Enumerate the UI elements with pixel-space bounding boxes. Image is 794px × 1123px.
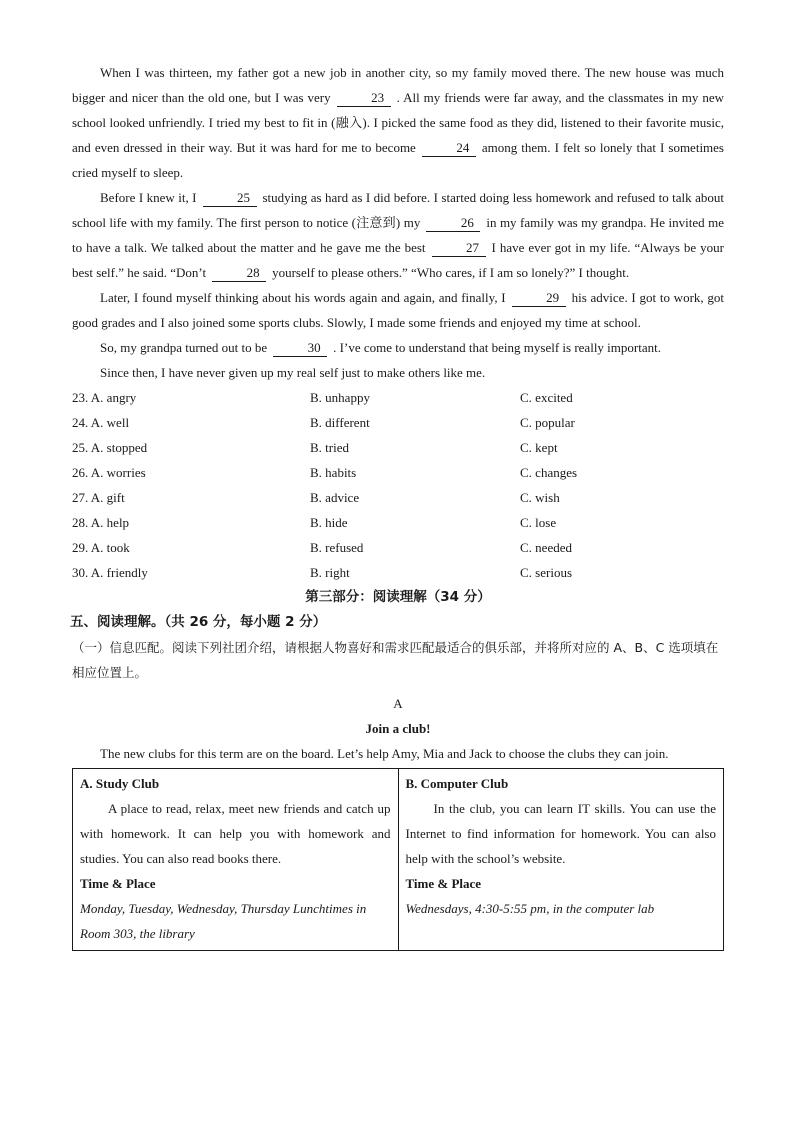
clubs-row xyxy=(73,769,724,951)
option-b: B. advice xyxy=(310,490,360,505)
passage-text: I have ever got in my life. “Always be your best self.” he said. “Don’t xyxy=(72,240,724,280)
computer-club-cell xyxy=(398,769,724,951)
passage-paragraph-3 xyxy=(72,285,724,335)
passage-text: studying as hard as I did before. I started doing less homework and refused to talk about school life with my family. The first person to notice (注意到) my xyxy=(72,190,724,230)
club-description: In the club, you can learn IT skills. You can use the Internet to find information for homework. You can also help with the school’s website. xyxy=(405,801,716,866)
passage-text: Later, I found myself thinking about his words again and again, and finally, I xyxy=(100,290,506,305)
option-row-25 xyxy=(72,435,724,460)
option-c: C. popular xyxy=(520,415,575,430)
answer-options xyxy=(72,385,724,585)
option-b: B. right xyxy=(310,565,350,580)
passage-text: yourself to please others.” “Who cares, if I am so lonely?” I thought. xyxy=(272,265,630,280)
option-c: C. excited xyxy=(520,390,573,405)
text-label: A xyxy=(393,696,403,711)
text-intro: The new clubs for this term are on the board. Let’s help Amy, Mia and Jack to choose the clubs they can join. xyxy=(100,746,669,761)
passage-text: . All my friends were far away, and the classmates in my new school looked unfriendly. I tried my best to fit in (融入). I picked the same food as they did, listened to their favorite music, and even dressed in their way. But it was hard for me to become xyxy=(72,90,724,155)
passage-text: among them. I felt so lonely that I sometimes cried myself to sleep. xyxy=(72,140,724,180)
section-title: 第三部分：阅读理解（34 分） xyxy=(305,589,491,605)
option-c: C. needed xyxy=(520,540,572,555)
option-c: C. kept xyxy=(520,440,558,455)
option-row-24 xyxy=(72,410,724,435)
option-row-30 xyxy=(72,560,724,585)
time-place-label: Time & Place xyxy=(405,876,482,891)
option-row-23 xyxy=(72,385,724,410)
passage-text: . I’ve come to understand that being myself is really important. xyxy=(333,340,661,355)
blank-27: 27 xyxy=(432,240,486,257)
option-b: B. unhappy xyxy=(310,390,370,405)
blank-29: 29 xyxy=(512,290,566,307)
option-b: B. habits xyxy=(310,465,357,480)
passage-paragraph-2 xyxy=(72,185,724,285)
option-row-27 xyxy=(72,485,724,510)
time-place-value: Wednesdays, 4:30-5:55 pm, in the computer lab xyxy=(405,901,655,916)
club-description: A place to read, relax, meet new friends and catch up with homework. It can help you with homework and studies. You can also read books there. xyxy=(80,801,391,866)
option-c: C. serious xyxy=(520,565,572,580)
time-place-value: Monday, Tuesday, Wednesday, Thursday Lunchtimes in Room 303, the library xyxy=(80,901,367,941)
option-a: 27. A. gift xyxy=(72,490,125,505)
club-name: A. Study Club xyxy=(80,776,160,791)
blank-28: 28 xyxy=(212,265,266,282)
blank-23: 23 xyxy=(337,90,391,107)
option-c: C. changes xyxy=(520,465,578,480)
blank-30: 30 xyxy=(273,340,327,357)
option-a: 24. A. well xyxy=(72,415,130,430)
study-club-cell xyxy=(73,769,399,951)
passage-paragraph-5: Since then, I have never given up my real self just to make others like me. xyxy=(100,365,486,380)
time-place-label: Time & Place xyxy=(80,876,156,891)
option-a: 28. A. help xyxy=(72,515,130,530)
blank-24: 24 xyxy=(422,140,476,157)
option-b: B. refused xyxy=(310,540,364,555)
option-b: B. tried xyxy=(310,440,349,455)
passage-paragraph-4 xyxy=(72,335,724,360)
option-row-26 xyxy=(72,460,724,485)
text-title: Join a club! xyxy=(365,721,431,736)
clubs-table xyxy=(72,768,724,951)
passage-paragraph-1 xyxy=(72,60,724,185)
option-b: B. different xyxy=(310,415,370,430)
blank-25: 25 xyxy=(203,190,257,207)
option-c: C. lose xyxy=(520,515,557,530)
part-title: 五、阅读理解。（共 26 分，每小题 2 分） xyxy=(70,614,327,630)
option-b: B. hide xyxy=(310,515,348,530)
option-a: 30. A. friendly xyxy=(72,565,148,580)
option-a: 29. A. took xyxy=(72,540,130,555)
passage-text: When I was thirteen, my father got a new job in another city, so my family moved there. The new house was much bigger and nicer than the old one, but I was very xyxy=(72,65,724,105)
option-row-29 xyxy=(72,535,724,560)
passage-text: Before I knew it, I xyxy=(100,190,197,205)
passage-text: in my family was my grandpa. He invited me to have a talk. We talked about the matter and he gave me the best xyxy=(72,215,724,255)
option-a: 26. A. worries xyxy=(72,465,146,480)
option-a: 25. A. stopped xyxy=(72,440,148,455)
blank-26: 26 xyxy=(426,215,480,232)
option-c: C. wish xyxy=(520,490,560,505)
exam-page xyxy=(72,60,724,951)
option-a: 23. A. angry xyxy=(72,390,137,405)
club-name: B. Computer Club xyxy=(405,776,509,791)
option-row-28 xyxy=(72,510,724,535)
passage-text: So, my grandpa turned out to be xyxy=(100,340,268,355)
instructions: （一）信息匹配。阅读下列社团介绍，请根据人物喜好和需求匹配最适合的俱乐部，并将所对应的 A、B、C 选项填在相应位置上。 xyxy=(72,640,719,680)
passage-text: his advice. I got to work, got good grades and I also joined some sports clubs. Slowly, I made some friends and enjoyed my time at school. xyxy=(72,290,724,330)
